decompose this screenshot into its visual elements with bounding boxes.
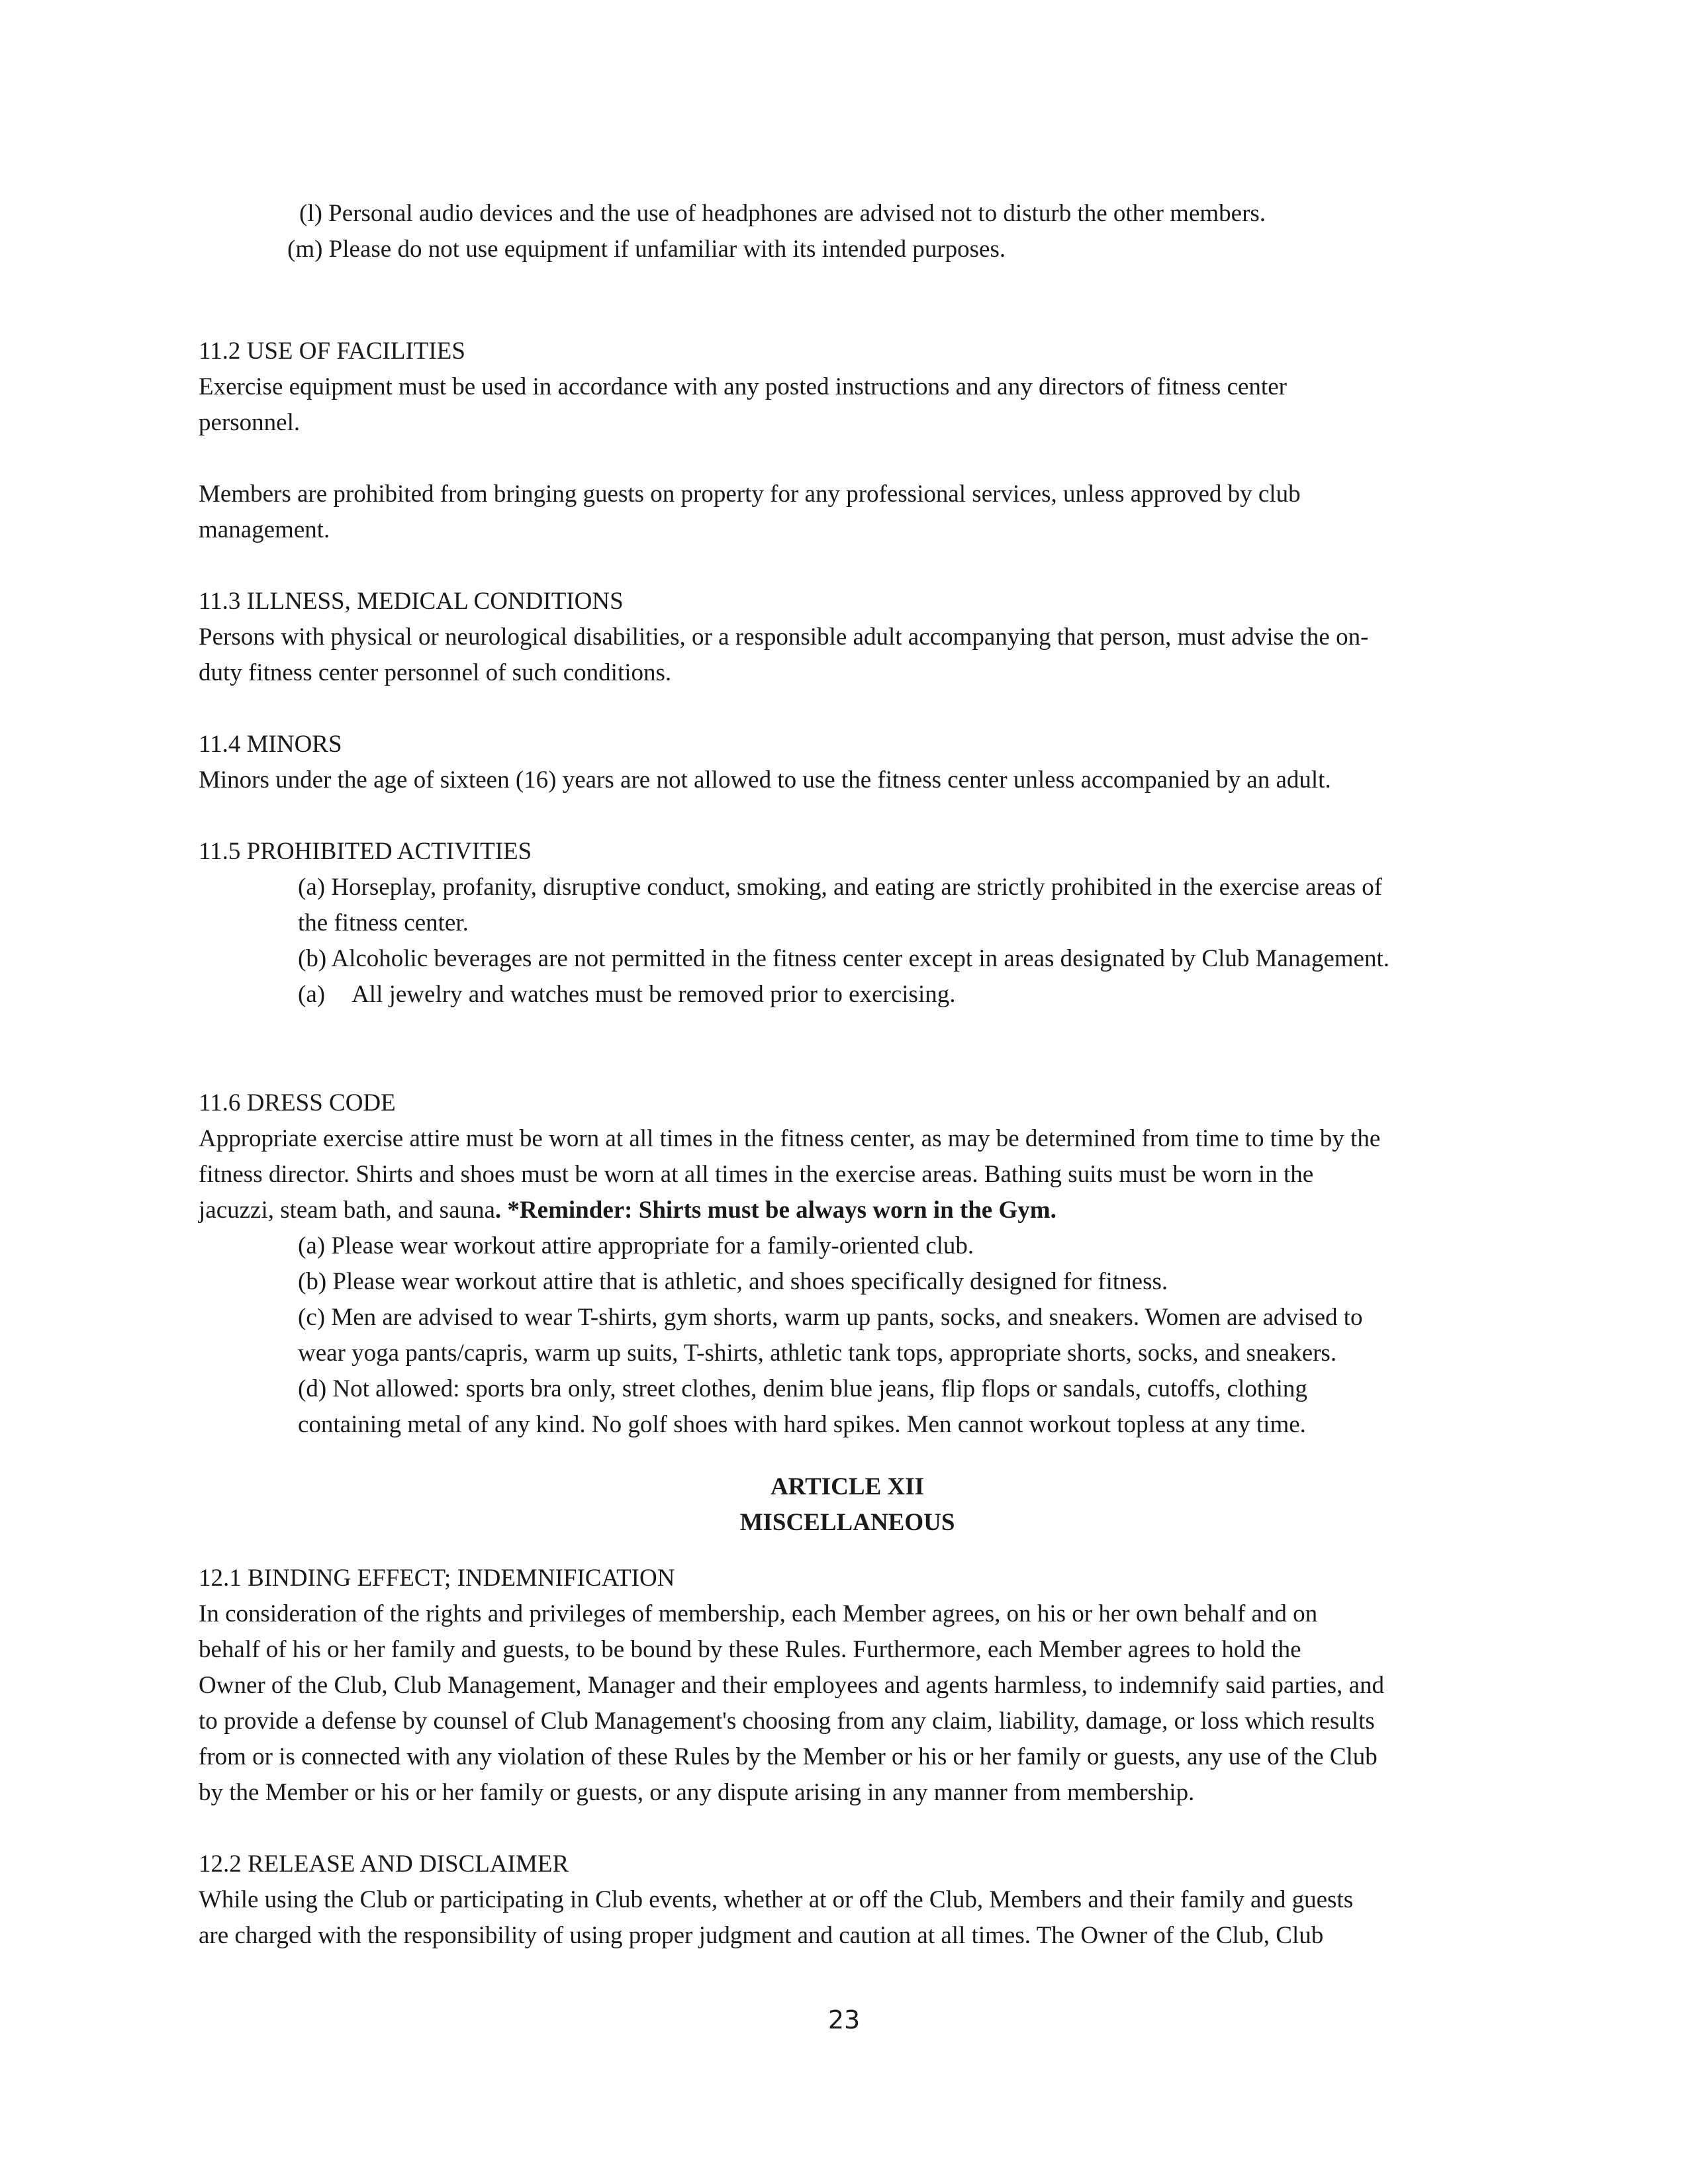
rule-item-m: (m) Please do not use equipment if unfamiliar with its intended purposes. bbox=[287, 236, 1006, 263]
list-item-text: All jewelry and watches must be removed prior to exercising. bbox=[352, 981, 956, 1008]
paragraph-line: are charged with the responsibility of using proper judgment and caution at all times. The Owner of the Club, Club bbox=[199, 1922, 1324, 1949]
list-item bbox=[199, 977, 1496, 1013]
list-item-continuation: containing metal of any kind. No golf shoes with hard spikes. Men cannot workout topless at any time. bbox=[298, 1411, 1306, 1438]
paragraph-line bbox=[199, 1193, 1496, 1228]
list-item-continuation: the fitness center. bbox=[298, 909, 469, 936]
paragraph-line: Persons with physical or neurological disabilities, or a responsible adult accompanying that person, must advise the on- bbox=[199, 623, 1369, 651]
list-item: (b) Please wear workout attire that is athletic, and shoes specifically designed for fitness. bbox=[298, 1268, 1168, 1295]
paragraph-line: personnel. bbox=[199, 409, 301, 436]
list-item: (a) Please wear workout attire appropriate for a family-oriented club. bbox=[298, 1232, 974, 1259]
paragraph-line: Members are prohibited from bringing guests on property for any professional services, unless approved by club bbox=[199, 480, 1301, 508]
paragraph-line: In consideration of the rights and privileges of membership, each Member agrees, on his or her own behalf and on bbox=[199, 1600, 1318, 1627]
list-item: (a) Horseplay, profanity, disruptive conduct, smoking, and eating are strictly prohibited in the exercise areas of bbox=[298, 874, 1383, 901]
paragraph-line: Minors under the age of sixteen (16) years are not allowed to use the fitness center unless accompanied by an adult. bbox=[199, 766, 1331, 794]
list-marker: (a) bbox=[298, 981, 326, 1008]
paragraph-line: behalf of his or her family and guests, to be bound by these Rules. Furthermore, each Member agrees to hold the bbox=[199, 1636, 1301, 1663]
section-11-2 bbox=[199, 334, 1496, 548]
section-11-6 bbox=[199, 1085, 1496, 1443]
paragraph-line: While using the Club or participating in Club events, whether at or off the Club, Members and their family and guests bbox=[199, 1886, 1354, 1913]
paragraph-line: duty fitness center personnel of such conditions. bbox=[199, 659, 672, 686]
section-heading: 11.5 PROHIBITED ACTIVITIES bbox=[199, 838, 532, 865]
paragraph-line: Exercise equipment must be used in accordance with any posted instructions and any directors of fitness center bbox=[199, 373, 1287, 400]
section-12-2 bbox=[199, 1846, 1496, 1954]
paragraph-line: fitness director. Shirts and shoes must be worn at all times in the exercise areas. Bathing suits must be worn in the bbox=[199, 1161, 1314, 1188]
article-number: ARTICLE XII bbox=[770, 1473, 925, 1500]
section-heading: 11.3 ILLNESS, MEDICAL CONDITIONS bbox=[199, 588, 624, 615]
document-page bbox=[199, 196, 1496, 1954]
section-11-5 bbox=[199, 834, 1496, 1013]
section-heading: 11.2 USE OF FACILITIES bbox=[199, 338, 465, 365]
shirt-reminder: . *Reminder: Shirts must be always worn in the Gym. bbox=[494, 1197, 1056, 1224]
paragraph-text: jacuzzi, steam bath, and sauna bbox=[199, 1197, 495, 1224]
page-number: 23 bbox=[827, 2005, 861, 2034]
section-11-4 bbox=[199, 727, 1496, 798]
paragraph-line: management. bbox=[199, 516, 330, 543]
rule-item-l: (l) Personal audio devices and the use of headphones are advised not to disturb the other members. bbox=[299, 200, 1266, 227]
section-heading: 12.1 BINDING EFFECT; INDEMNIFICATION bbox=[199, 1565, 675, 1592]
section-heading: 12.2 RELEASE AND DISCLAIMER bbox=[199, 1850, 569, 1878]
list-item: (c) Men are advised to wear T-shirts, gym shorts, warm up pants, socks, and sneakers. Women are advised to bbox=[298, 1304, 1363, 1331]
paragraph-line: from or is connected with any violation of these Rules by the Member or his or her family or guests, any use of the Club bbox=[199, 1743, 1378, 1770]
list-item: (d) Not allowed: sports bra only, street clothes, denim blue jeans, flip flops or sandals, cutoffs, clothing bbox=[298, 1375, 1307, 1402]
paragraph-line: by the Member or his or her family or guests, or any dispute arising in any manner from membership. bbox=[199, 1779, 1195, 1806]
paragraph-line: Appropriate exercise attire must be worn at all times in the fitness center, as may be determined from time to time by the bbox=[199, 1125, 1381, 1152]
paragraph-line: Owner of the Club, Club Management, Manager and their employees and agents harmless, to indemnify said parties, and bbox=[199, 1672, 1384, 1699]
section-12-1 bbox=[199, 1561, 1496, 1811]
paragraph-line: to provide a defense by counsel of Club Management's choosing from any claim, liability, damage, or loss which results bbox=[199, 1707, 1375, 1735]
section-heading: 11.6 DRESS CODE bbox=[199, 1089, 396, 1116]
list-item-continuation: wear yoga pants/capris, warm up suits, T-shirts, athletic tank tops, appropriate shorts, socks, and sneakers. bbox=[298, 1340, 1337, 1367]
article-title: MISCELLANEOUS bbox=[739, 1509, 955, 1536]
section-11-3 bbox=[199, 584, 1496, 691]
list-item: (b) Alcoholic beverages are not permitted in the fitness center except in areas designated by Club Management. bbox=[298, 945, 1389, 972]
article-heading bbox=[199, 1469, 1496, 1541]
section-heading: 11.4 MINORS bbox=[199, 731, 342, 758]
